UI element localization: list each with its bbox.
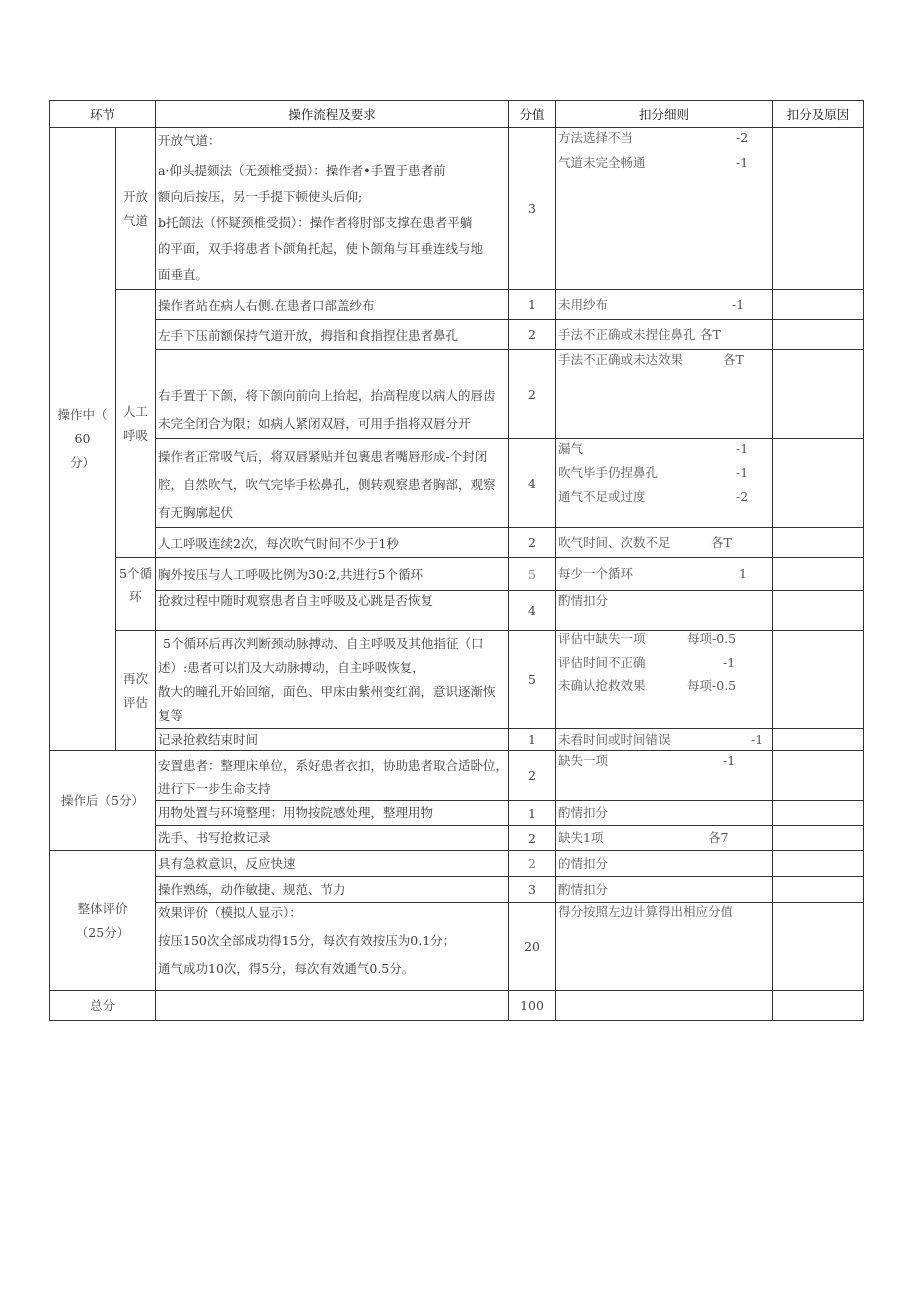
procedure-line: 用物处置与环境整理：用物按院感处理，整理用物	[158, 805, 434, 820]
procedure-cell	[156, 558, 509, 591]
deduction-cell	[556, 826, 773, 851]
procedure-cell	[156, 128, 509, 290]
deduction-points: 各T	[700, 326, 721, 342]
deduction-reason-cell	[773, 631, 864, 729]
procedure-line: 散大的瞳孔开始回缩，面色、甲床由紫州变红润，意识逐渐恢	[158, 684, 496, 699]
deduction-cell	[556, 528, 773, 558]
section-label-line: 操作中（	[57, 407, 108, 422]
deduction-cell	[556, 290, 773, 320]
procedure-line: 记录抢救结束时间	[158, 731, 259, 747]
group-airway	[116, 128, 156, 290]
procedure-cell	[156, 591, 509, 631]
deduction-item: 评估时间不正确	[558, 654, 646, 670]
score-cell: 2	[509, 350, 556, 439]
deduction-line	[558, 651, 772, 675]
table-row	[50, 631, 864, 729]
header-row	[50, 101, 864, 128]
deduction-line	[558, 730, 772, 750]
deduction-cell	[556, 903, 773, 991]
deduction-points: -1	[732, 296, 745, 312]
procedure-line: 5个循环后再次判断颈动脉搏动、自主呼吸及其他指征（口	[163, 636, 484, 651]
table-row	[50, 903, 864, 991]
deduction-item: 手法不正确或未捏住鼻孔	[558, 326, 696, 342]
group-label-line: 评估	[123, 694, 149, 710]
procedure-line: 操作者站在病人右侧.在患者口部盖纱布	[158, 297, 375, 313]
deduction-reason-cell	[773, 439, 864, 528]
section-label-line: 分）	[69, 455, 95, 470]
deduction-points: -1	[736, 155, 749, 170]
score-cell: 2	[509, 751, 556, 801]
deduction-points: -1	[751, 731, 764, 747]
table-row	[50, 439, 864, 528]
section-label-line: 60	[74, 431, 91, 446]
deduction-line	[558, 903, 772, 921]
deduction-points: 每项-0.5	[687, 631, 737, 646]
deduction-reason-cell	[773, 558, 864, 591]
score-cell: 3	[509, 877, 556, 903]
section-label-line: 操作后（5分）	[61, 792, 144, 808]
table-row	[50, 350, 864, 439]
score-cell: 20	[509, 903, 556, 991]
deduction-points: 各7	[708, 830, 729, 845]
deduction-item: 酌情扣分	[558, 805, 609, 820]
deduction-cell	[556, 631, 773, 729]
deduction-cell	[556, 991, 773, 1021]
table-row	[50, 729, 864, 751]
deduction-line	[558, 880, 772, 900]
procedure-line: 额向后按压，另一手提下顿使头后仰;	[158, 189, 363, 204]
deduction-reason-cell	[773, 528, 864, 558]
score-cell: 1	[509, 729, 556, 751]
deduction-item: 得分按照左边计算得出相应分值	[558, 904, 734, 919]
deduction-line	[558, 803, 772, 823]
score-cell: 1	[509, 801, 556, 826]
deduction-item: 方法选择不当	[558, 130, 634, 145]
deduction-item: 未看时间或时间错误	[558, 731, 671, 747]
deduction-item: 缺失一项	[558, 753, 609, 768]
deduction-line	[558, 564, 772, 584]
score-cell: 2	[509, 320, 556, 350]
procedure-line: 效果评价（模拟人显示）：	[158, 905, 302, 920]
procedure-cell	[156, 801, 509, 826]
procedure-line: 复等	[158, 708, 184, 723]
group-label-line: 环	[129, 589, 142, 604]
deduction-item: 评估中缺失一项	[558, 631, 646, 646]
header-procedure: 操作流程及要求	[156, 101, 509, 128]
deduction-item: 酌情扣分	[558, 593, 609, 608]
procedure-line: 右手置于下颌，将下颌向前向上抬起，抬高程度以病人的唇齿	[158, 388, 496, 403]
deduction-reason-cell	[773, 729, 864, 751]
procedure-line: b托颌法（怀疑颈椎受损）：操作者将肘部支撑在患者平躺	[158, 215, 473, 230]
deduction-cell	[556, 558, 773, 591]
deduction-points: -1	[723, 654, 736, 670]
procedure-cell	[156, 903, 509, 991]
score-cell: 4	[509, 591, 556, 631]
table-row	[50, 826, 864, 851]
deduction-cell	[556, 729, 773, 751]
score-cell: 2	[509, 851, 556, 877]
procedure-cell	[156, 991, 509, 1021]
procedure-line: 腔，自然吹气，吹气完毕手松鼻孔，侧转观察患者胸部，观察	[158, 477, 496, 492]
group-cycles	[116, 558, 156, 631]
table-row	[50, 591, 864, 631]
procedure-cell	[156, 320, 509, 350]
deduction-item: 通气不足或过度	[558, 489, 646, 504]
deduction-reason-cell	[773, 877, 864, 903]
procedure-line: 述）:患者可以扪及大动脉搏动，自主呼吸恢复，	[158, 660, 425, 675]
deduction-line	[558, 751, 772, 771]
procedure-line: 有无胸廓起伏	[158, 505, 234, 520]
deduction-line	[558, 437, 772, 461]
table-row	[50, 320, 864, 350]
procedure-line: 通气成功10次，得5分，每次有效通气0.5分。	[158, 961, 415, 976]
procedure-cell	[156, 851, 509, 877]
procedure-line: 操作者正常吸气后，将双唇紧贴并包裹患者嘴唇形成-个封闭	[158, 449, 488, 464]
section-overall	[50, 851, 156, 991]
table-row	[50, 751, 864, 801]
procedure-cell	[156, 528, 509, 558]
deduction-cell	[556, 350, 773, 439]
procedure-line: 抢救过程中随时观察患者自主呼吸及心跳是否恢复	[158, 593, 434, 608]
deduction-item: 的情扣分	[558, 855, 609, 871]
header-score: 分值	[509, 101, 556, 128]
deduction-cell	[556, 128, 773, 290]
deduction-line	[558, 485, 772, 509]
group-label-line: 呼吸	[123, 427, 149, 443]
deduction-line	[558, 350, 772, 370]
deduction-line	[558, 674, 772, 698]
total-label: 总分	[50, 991, 156, 1021]
deduction-line	[558, 828, 772, 848]
deduction-line	[558, 295, 772, 315]
procedure-cell	[156, 751, 509, 801]
header-deduction-reason: 扣分及原因	[773, 101, 864, 128]
procedure-line: 按压150次全部成功得15分，每次有效按压为0.1分；	[158, 933, 456, 948]
procedure-line: a·仰头提颏法（无颈椎受损）：操作者•手置于患者前	[158, 163, 446, 178]
section-after	[50, 751, 156, 851]
deduction-points: -2	[736, 130, 749, 145]
section-during	[50, 128, 116, 751]
table-row	[50, 801, 864, 826]
deduction-cell	[556, 851, 773, 877]
deduction-line	[558, 150, 772, 175]
deduction-cell	[556, 591, 773, 631]
deduction-item: 气道未完全畅通	[558, 155, 646, 170]
group-breathing	[116, 290, 156, 558]
score-cell: 3	[509, 128, 556, 290]
section-label-line: 整体评价	[77, 900, 128, 916]
deduction-item: 吹气毕手仍捏鼻孔	[558, 465, 659, 480]
score-cell: 4	[509, 439, 556, 528]
header-deduction-rules: 扣分细则	[556, 101, 773, 128]
group-label-line: 5个循	[119, 566, 152, 581]
procedure-cell	[156, 729, 509, 751]
procedure-line: 开放气道：	[158, 133, 221, 148]
score-cell: 5	[509, 558, 556, 591]
procedure-line: 进行下一步生命支持	[158, 781, 271, 796]
deduction-reason-cell	[773, 128, 864, 290]
deduction-points: -2	[736, 489, 749, 504]
deduction-points: 各T	[711, 534, 732, 550]
deduction-reason-cell	[773, 991, 864, 1021]
procedure-cell	[156, 290, 509, 320]
deduction-points: -1	[736, 441, 749, 456]
deduction-item: 手法不正确或未达效果	[558, 352, 684, 367]
procedure-line: 的平面，双手将患者卜颌角托起，使卜颌角与耳垂连线与地	[158, 241, 484, 256]
deduction-line	[558, 325, 772, 345]
deduction-reason-cell	[773, 751, 864, 801]
deduction-item: 未确认抢救效果	[558, 678, 646, 693]
deduction-reason-cell	[773, 290, 864, 320]
group-label-line: 开放	[123, 188, 149, 204]
total-row	[50, 991, 864, 1021]
procedure-line: 操作熟练，动作敏捷、规范、节力	[158, 881, 346, 897]
group-reassess	[116, 631, 156, 751]
deduction-line	[558, 533, 772, 553]
total-score: 100	[509, 991, 556, 1021]
deduction-line	[558, 591, 772, 611]
deduction-item: 未用纱布	[558, 296, 609, 312]
deduction-cell	[556, 751, 773, 801]
scoring-table	[49, 100, 864, 1021]
procedure-line: 人工呼吸连续2次，每次吹气时间不少于1秒	[158, 535, 399, 551]
procedure-line: 具有急救意识，反应快速	[158, 855, 296, 871]
section-label-line: （25分）	[75, 924, 130, 940]
deduction-item: 酌情扣分	[558, 881, 609, 897]
table-row	[50, 290, 864, 320]
deduction-points: 每项-0.5	[687, 678, 737, 693]
procedure-cell	[156, 631, 509, 729]
deduction-points: 1	[739, 566, 747, 581]
procedure-line: 左手下压前额保持气道开放，拇指和食指捏住患者鼻孔	[158, 327, 459, 343]
deduction-reason-cell	[773, 320, 864, 350]
deduction-cell	[556, 439, 773, 528]
deduction-line	[558, 627, 772, 651]
score-cell: 5	[509, 631, 556, 729]
deduction-reason-cell	[773, 350, 864, 439]
deduction-cell	[556, 877, 773, 903]
procedure-cell	[156, 439, 509, 528]
group-label-line: 气道	[123, 212, 149, 228]
deduction-points: -1	[736, 465, 749, 480]
deduction-item: 漏气	[558, 441, 584, 456]
group-label-line: 再次	[123, 670, 149, 686]
header-section: 环节	[50, 101, 156, 128]
procedure-line: 胸外按压与人工呼吸比例为30:2,共进行5个循环	[158, 567, 424, 582]
deduction-line	[558, 461, 772, 485]
deduction-item: 吹气时间、次数不足	[558, 534, 671, 550]
table-row	[50, 558, 864, 591]
deduction-reason-cell	[773, 801, 864, 826]
deduction-item: 每少一个循环	[558, 566, 634, 581]
deduction-item: 缺失1项	[558, 830, 604, 845]
deduction-line	[558, 854, 772, 874]
deduction-reason-cell	[773, 851, 864, 877]
deduction-reason-cell	[773, 826, 864, 851]
deduction-reason-cell	[773, 903, 864, 991]
procedure-line: 面垂直。	[158, 267, 209, 282]
deduction-reason-cell	[773, 591, 864, 631]
procedure-cell	[156, 350, 509, 439]
deduction-points: 各T	[723, 352, 744, 367]
deduction-cell	[556, 320, 773, 350]
table-row	[50, 128, 864, 290]
procedure-cell	[156, 826, 509, 851]
deduction-line	[558, 125, 772, 150]
table-row	[50, 528, 864, 558]
procedure-line: 洗手、书写抢救记录	[158, 830, 271, 845]
deduction-points: -1	[723, 753, 736, 768]
procedure-line: 安置患者：整理床单位，系好患者衣扣，协助患者取合适卧位，	[158, 758, 509, 773]
score-cell: 2	[509, 826, 556, 851]
procedure-line: 未完全闭合为限；如病人紧闭双唇，可用手指将双唇分开	[158, 416, 471, 431]
deduction-cell	[556, 801, 773, 826]
table-row	[50, 851, 864, 877]
score-cell: 2	[509, 528, 556, 558]
score-cell: 1	[509, 290, 556, 320]
group-label-line: 人工	[123, 403, 149, 419]
